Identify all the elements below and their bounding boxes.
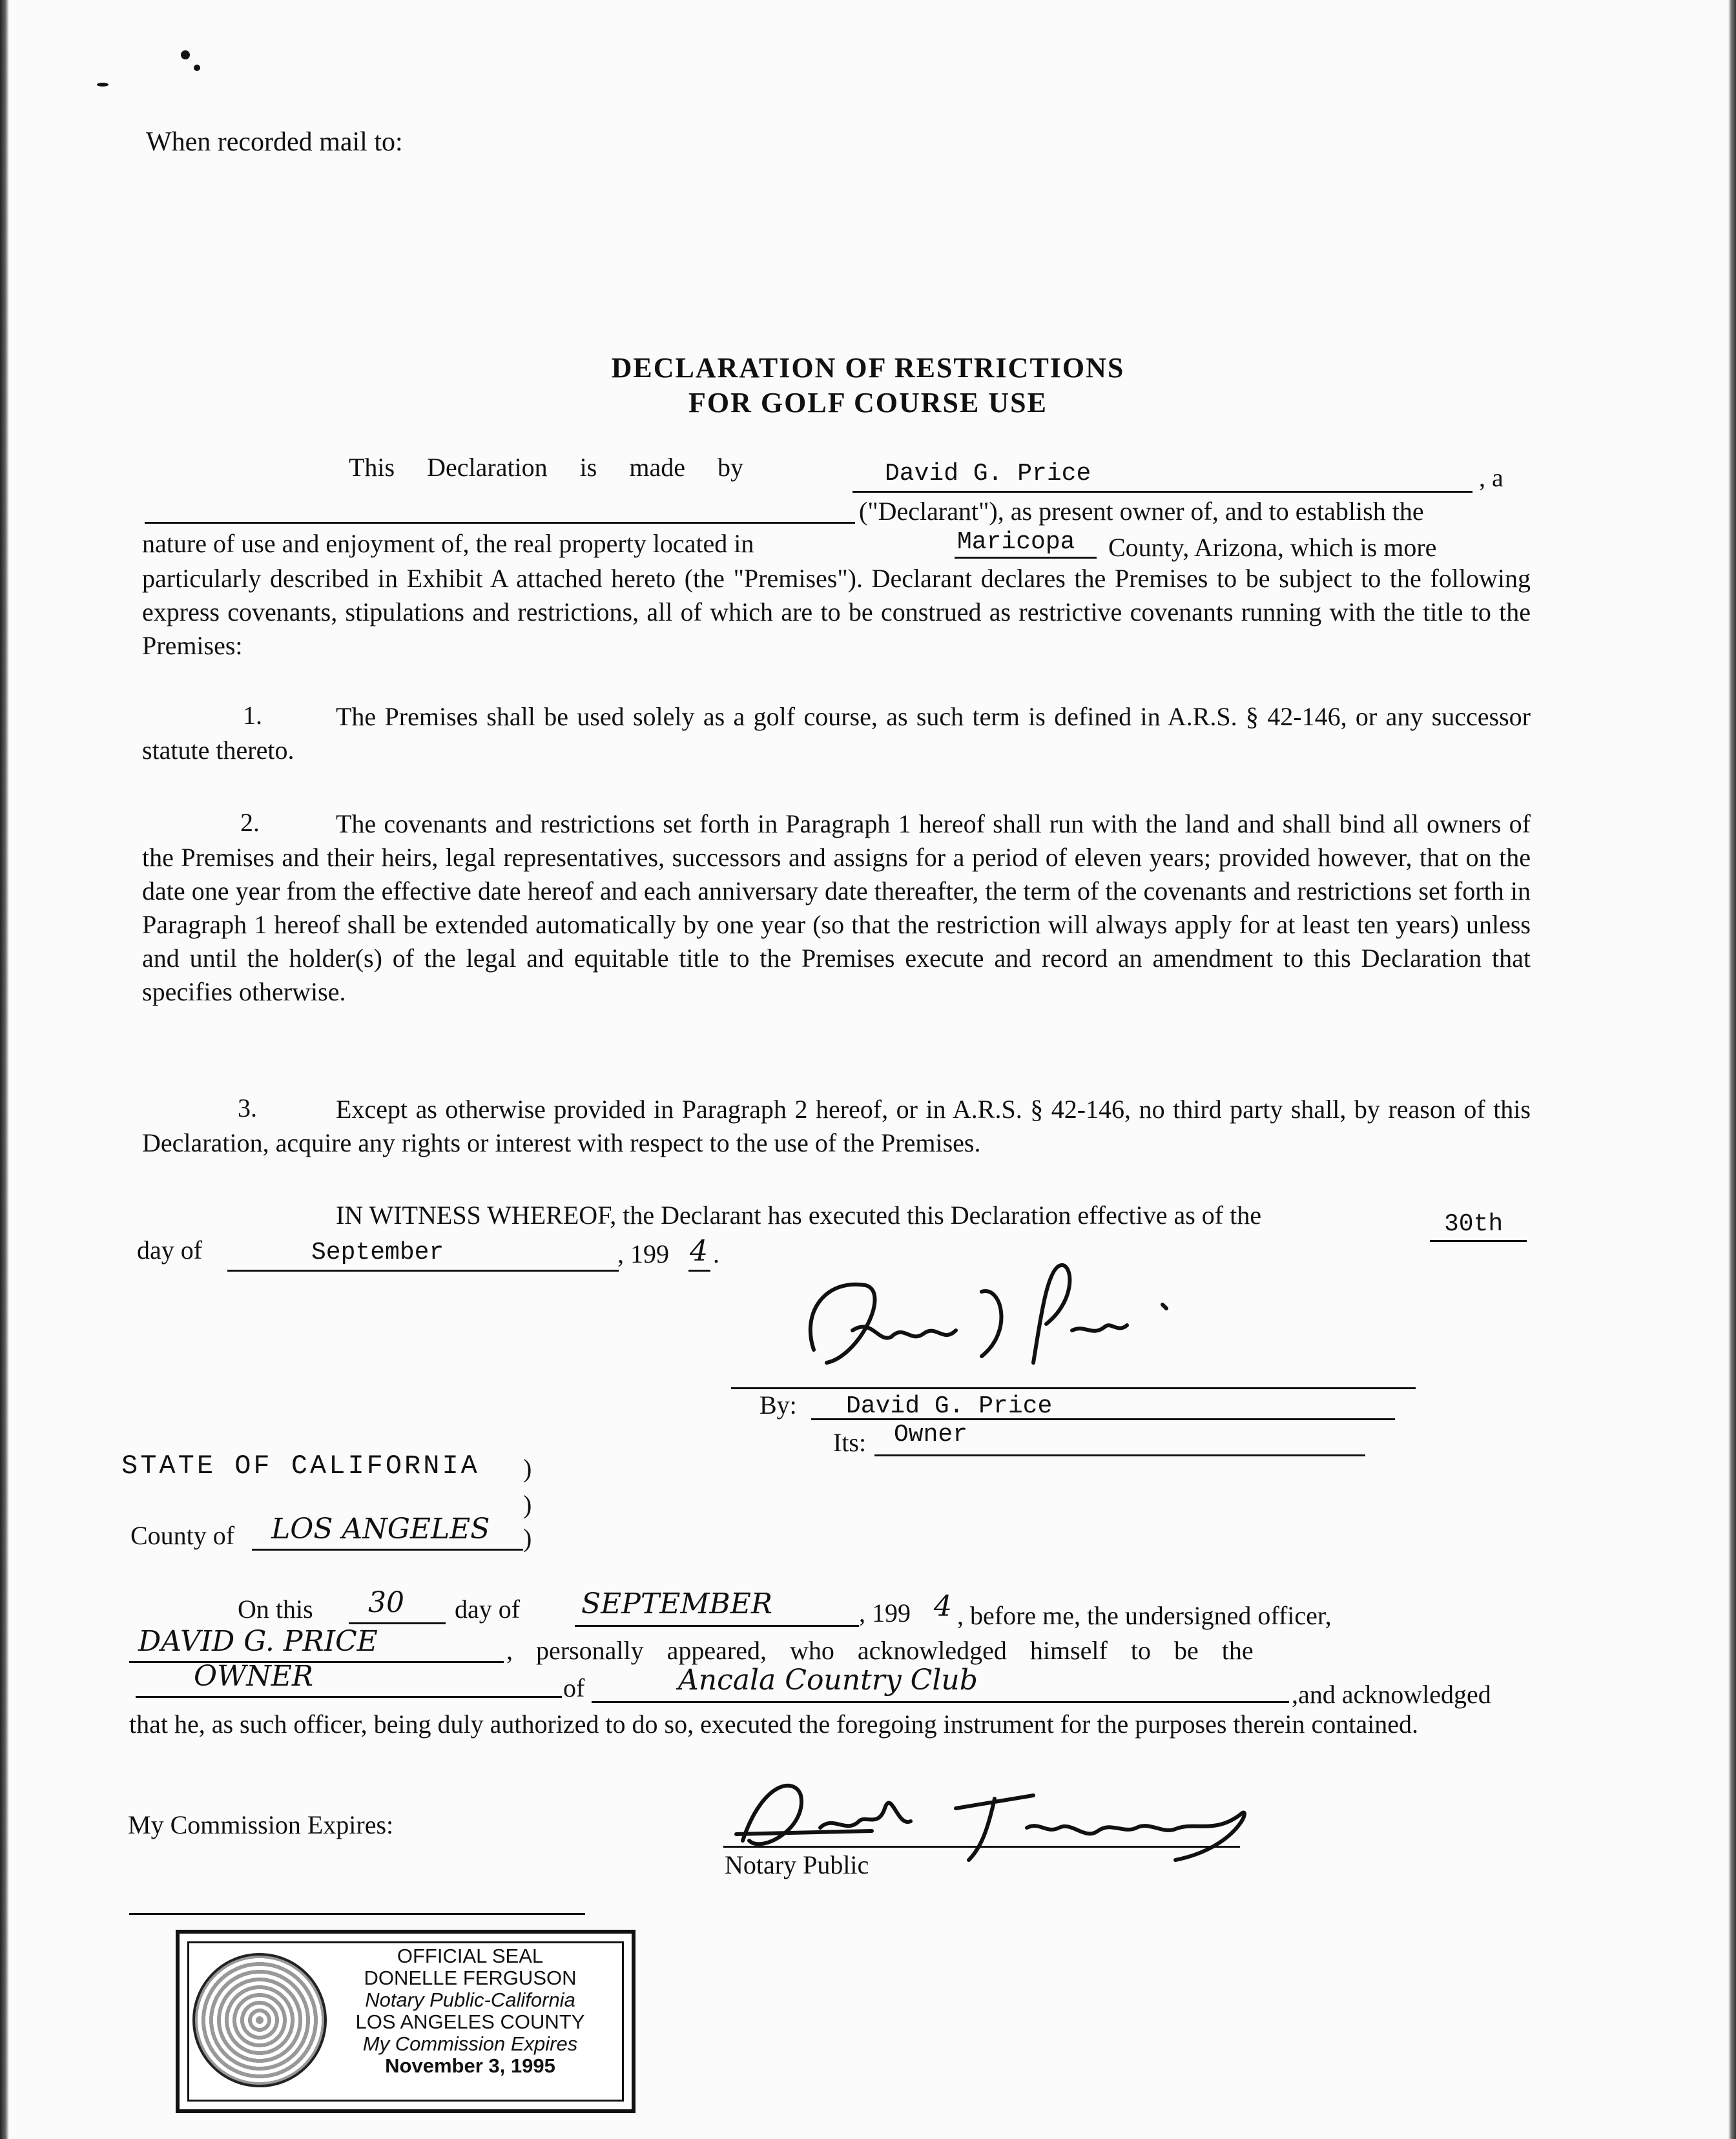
notary-month: SEPTEMBER	[581, 1587, 772, 1620]
seal-line-6: November 3, 1995	[385, 2054, 555, 2077]
intro-line3a: nature of use and enjoyment of, the real property located in	[142, 529, 754, 558]
signature-by-label: By:	[760, 1390, 797, 1420]
signature-its-label: Its:	[833, 1428, 867, 1457]
notary-county-value: LOS ANGELES	[271, 1513, 490, 1545]
signature-its-value: Owner	[894, 1421, 968, 1449]
notary-day: 30	[368, 1586, 404, 1619]
paragraph-3-number: 3.	[238, 1093, 257, 1122]
commission-expires-line	[129, 1913, 585, 1915]
notary-paren-2: )	[523, 1490, 532, 1519]
witness-year-digit: 4	[690, 1235, 708, 1268]
intro-rest: particularly described in Exhibit A attached hereto (the "Premises"). Declarant declares the Premises to be subject to the following express covenants, stipulations and restrictions, all of which are to be construed as restrictive covenants running with the title to the Premises:	[142, 564, 1531, 660]
seal-line-4: LOS ANGELES COUNTY	[355, 2010, 585, 2033]
declarant-signature	[788, 1253, 1201, 1389]
notary-paren-1: )	[523, 1454, 532, 1483]
witness-period: .	[713, 1239, 719, 1268]
notary-person-line	[129, 1661, 504, 1663]
witness-day: 30th	[1444, 1210, 1504, 1238]
scan-speck	[194, 65, 200, 71]
notary-person: DAVID G. PRICE	[138, 1625, 378, 1658]
notary-title-line	[136, 1696, 562, 1698]
document-title-line1: DECLARATION OF RESTRICTIONS	[611, 352, 1125, 384]
signature-its-line	[874, 1454, 1365, 1456]
notary-before-me: , before me, the undersigned officer,	[957, 1601, 1332, 1630]
signature-line	[731, 1387, 1416, 1389]
witness-lead: IN WITNESS WHEREOF, the Declarant has executed this Declaration effective as of the	[336, 1201, 1261, 1230]
notary-signature-line	[723, 1846, 1240, 1848]
declarant-name-line	[852, 491, 1472, 493]
paragraph-1-number: 1.	[243, 701, 262, 730]
notary-month-line	[575, 1625, 859, 1627]
notary-commission-label: My Commission Expires:	[128, 1810, 394, 1839]
notary-county-label: County of	[130, 1521, 235, 1550]
county-value: Maricopa	[957, 528, 1075, 556]
paragraph-3-text: Except as otherwise provided in Paragraph 2 hereof, or in A.R.S. § 42-146, no third party shall, by reason of this Declaration, acquire any rights or interest with respect to the use of the Premises.	[142, 1095, 1531, 1157]
intro-lead: This Declaration is made by	[349, 453, 743, 482]
notary-title: OWNER	[194, 1660, 314, 1693]
notary-entity: Ancala Country Club	[678, 1664, 978, 1697]
witness-day-of: day of	[137, 1235, 203, 1265]
seal-line-5: My Commission Expires	[362, 2032, 578, 2055]
scan-edge-left	[0, 0, 9, 2139]
notary-entity-line	[592, 1701, 1289, 1703]
notary-body: that he, as such officer, being duly authorized to do so, executed the foregoing instrument for the purposes therein contained.	[129, 1710, 1418, 1739]
witness-year-prefix: , 199	[617, 1239, 669, 1268]
declarant-name: David G. Price	[885, 460, 1091, 488]
mail-to-label: When recorded mail to:	[146, 127, 403, 157]
county-line	[955, 557, 1097, 559]
notary-official-seal	[176, 1930, 636, 2113]
notary-public-label: Notary Public	[725, 1850, 869, 1879]
witness-year-line	[688, 1270, 710, 1272]
paragraph-2-text: The covenants and restrictions set forth in Paragraph 1 hereof shall run with the land and shall bind all owners of the Premises and their heirs, legal representatives, successors and assigns for a period of eleven years; provided however, that on the date one year from the effective date hereof and each anniversary date thereafter, the term of the covenants and restrictions set forth in Paragraph 1 hereof shall be extended automatically by one year (so that the restriction will always apply for at least ten years) unless and until the holder(s) of the legal and equitable title to the Premises execute and record an amendment to this Declaration that specifies otherwise.	[142, 809, 1531, 1006]
seal-line-2: DONELLE FERGUSON	[364, 1967, 577, 1989]
scan-speck	[181, 50, 190, 59]
notary-year-prefix: , 199	[859, 1598, 911, 1628]
declarant-suffix: ("Declarant"), as present owner of, and to establish the	[859, 497, 1424, 526]
paragraph-1-text: The Premises shall be used solely as a golf course, as such term is defined in A.R.S. § 42-146, or any successor statute thereto.	[142, 702, 1531, 765]
notary-county-line	[252, 1549, 523, 1551]
witness-month-line	[227, 1270, 619, 1272]
witness-month: September	[311, 1239, 444, 1266]
notary-on-this: On this	[238, 1595, 313, 1624]
paragraph-2-number: 2.	[240, 808, 260, 837]
seal-text-block	[335, 1945, 606, 2077]
notary-ack: ,and acknowledged	[1292, 1680, 1491, 1709]
scan-speck	[97, 83, 108, 87]
notary-appeared: , personally appeared, who acknowledged himself to be the	[506, 1636, 1254, 1665]
scan-edge-right	[1728, 0, 1736, 2139]
notary-paren-3: )	[523, 1524, 532, 1553]
document-title-line2: FOR GOLF COURSE USE	[688, 387, 1048, 418]
notary-year-digit: 4	[934, 1590, 952, 1623]
signature-by-name: David G. Price	[846, 1392, 1053, 1420]
notary-of: of	[563, 1673, 585, 1702]
notary-day-of: day of	[455, 1595, 521, 1624]
seal-line-1: OFFICIAL SEAL	[397, 1945, 544, 1967]
notary-day-line	[349, 1622, 446, 1624]
witness-day-line	[1430, 1240, 1527, 1242]
california-state-seal-icon	[192, 1953, 327, 2087]
notary-state: STATE OF CALIFORNIA	[121, 1451, 480, 1482]
intro-line3b: County, Arizona, which is more	[1108, 533, 1437, 562]
intro-a: , a	[1479, 463, 1504, 492]
declarant-blank-line	[145, 522, 855, 524]
seal-line-3: Notary Public-California	[365, 1989, 575, 2011]
